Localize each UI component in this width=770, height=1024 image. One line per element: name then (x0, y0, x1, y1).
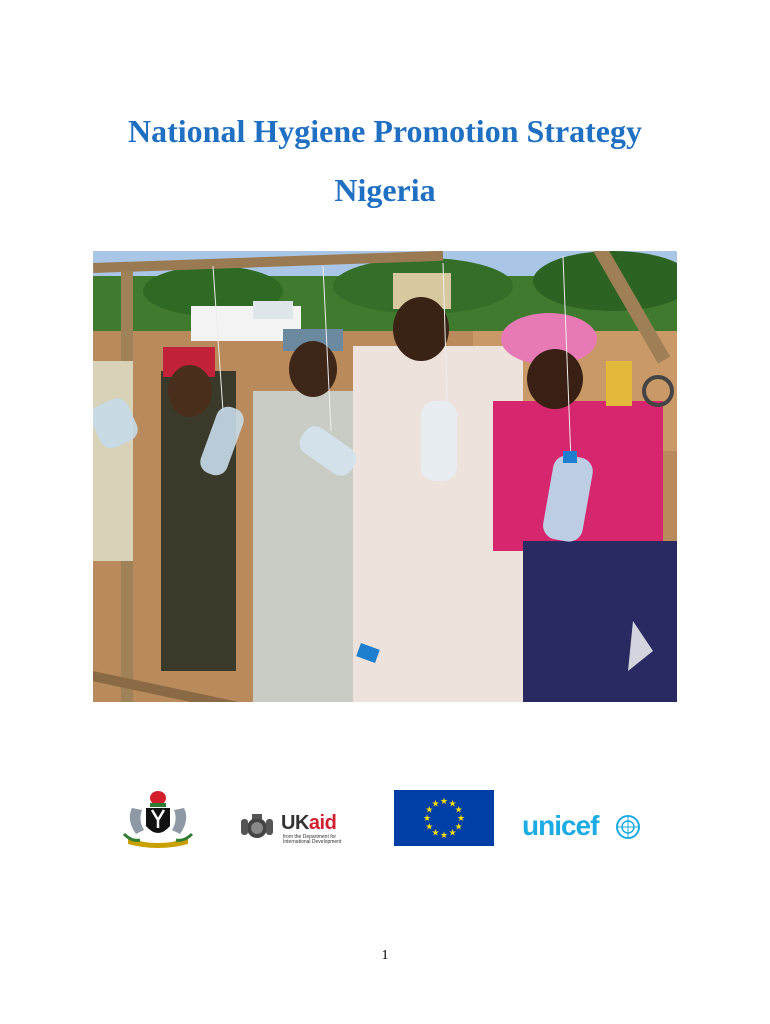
eu-star-icon: ★ (439, 830, 449, 840)
eu-star-icon: ★ (454, 804, 463, 815)
ukaid-logo (237, 811, 345, 847)
nigeria-coat-of-arms (120, 790, 196, 852)
eu-star-icon: ★ (454, 821, 463, 832)
page-number: 1 (381, 948, 389, 963)
eu-star-icon: ★ (425, 821, 434, 832)
european-union-flag (394, 790, 494, 846)
eu-star-icon: ★ (448, 827, 457, 838)
eu-star-icon: ★ (431, 798, 440, 809)
handwashing-photo-illustration (93, 251, 677, 702)
ukaid-subtext: from the Department for International Development (283, 834, 342, 845)
eu-star-icon: ★ (448, 798, 457, 809)
unicef-emblem-icon (615, 814, 641, 840)
eu-stars-icon (394, 790, 494, 846)
unicef-wordmark: unicef (522, 810, 599, 841)
cover-photo (93, 251, 677, 702)
ukaid-aid-text: aid (308, 812, 337, 834)
eu-star-icon: ★ (422, 813, 432, 823)
eu-star-icon: ★ (456, 813, 466, 823)
eu-star-icon: ★ (425, 804, 434, 815)
eu-star-icon: ★ (439, 796, 449, 806)
unicef-logo (522, 808, 642, 848)
ukaid-uk-text: UK (281, 812, 309, 834)
eu-star-icon: ★ (431, 827, 440, 838)
document-title: National Hygiene Promotion Strategy (127, 113, 642, 149)
document-subtitle-country: Nigeria (334, 172, 436, 208)
